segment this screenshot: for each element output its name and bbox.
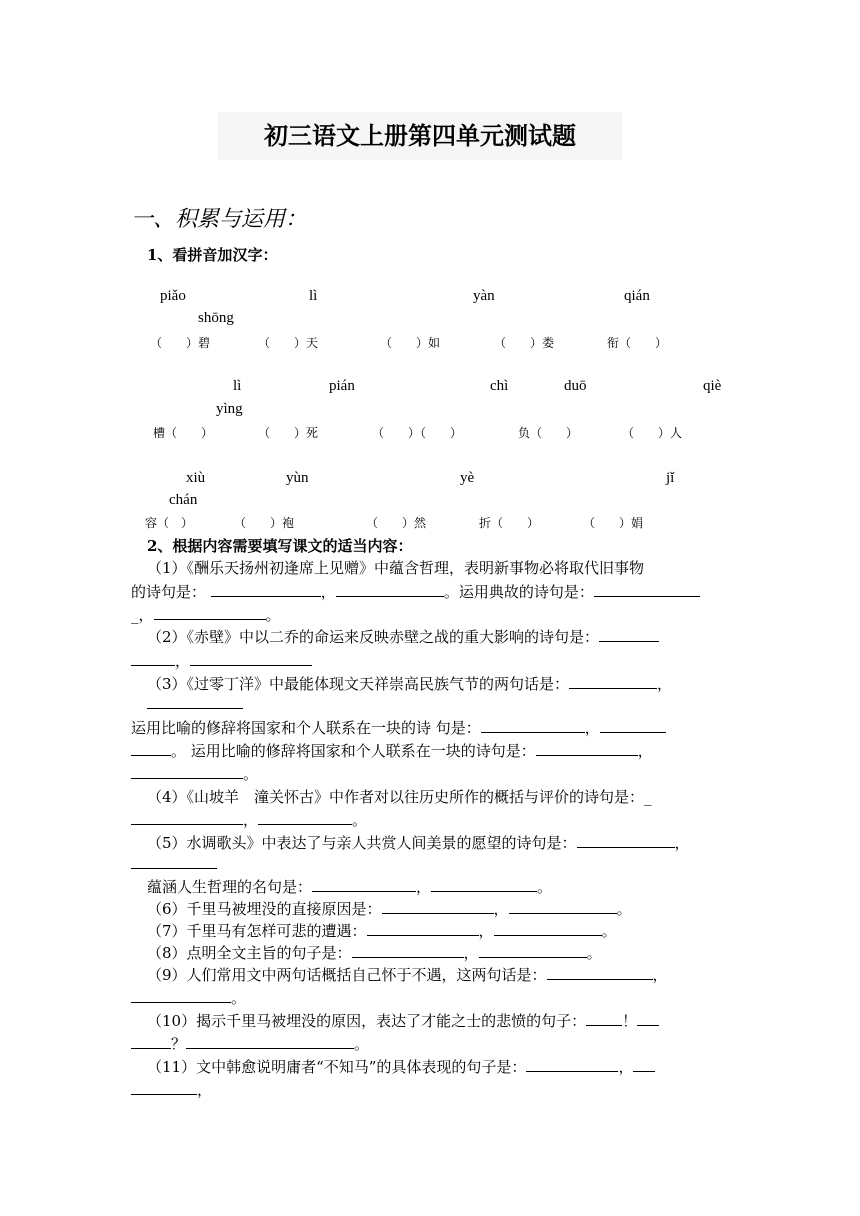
hanzi-blank[interactable]: 容（ ）	[145, 516, 194, 530]
fill-blank[interactable]	[131, 764, 243, 779]
hanzi-blank[interactable]: （ ）（ ）	[372, 426, 463, 440]
answer-line	[147, 694, 243, 713]
fill-blank[interactable]	[594, 582, 700, 597]
fill-blank[interactable]	[211, 582, 321, 597]
fill-blank[interactable]	[547, 965, 653, 980]
pinyin: qiè	[703, 378, 722, 394]
hanzi-blank[interactable]: （ ）如	[380, 336, 441, 350]
fill-blank[interactable]	[536, 741, 638, 756]
answer-line: （6）千里马被埋没的直接原因是： ， 。	[147, 900, 632, 918]
pinyin: pián	[329, 378, 355, 394]
pinyin: qián	[624, 288, 650, 304]
fill-blank[interactable]	[131, 988, 231, 1003]
fill-blank[interactable]	[599, 627, 659, 642]
answer-line: （3）《过零丁洋》中最能体现文天祥崇高民族气节的两句话是： ，	[147, 675, 673, 693]
q1-heading: 1、看拼音加汉字：	[147, 246, 278, 264]
answer-line: （9）人们常用文中两句话概括自己怀于不遇，这两句话是： ，	[147, 966, 668, 984]
pinyin: yè	[460, 470, 475, 486]
fill-blank[interactable]	[367, 921, 479, 936]
fill-blank[interactable]	[154, 605, 266, 620]
answer-line: 。	[131, 763, 258, 784]
hanzi-blank[interactable]: （ ）死	[258, 426, 319, 440]
pinyin: piǎo	[160, 288, 186, 304]
fill-blank[interactable]	[479, 943, 587, 958]
answer-line: （7）千里马有怎样可悲的遭遇： ， 。	[147, 922, 617, 940]
hanzi-blank[interactable]: 衔（ ）	[607, 336, 668, 350]
answer-line: （8）点明全文主旨的句子是： ， 。	[147, 944, 602, 962]
answer-line: ？ 。	[131, 1033, 369, 1054]
fill-blank[interactable]	[186, 1034, 354, 1049]
pinyin: yàn	[473, 288, 495, 304]
fill-blank[interactable]	[147, 694, 243, 709]
answer-line: （5）水调歌头》中表达了与亲人共赏人间美景的愿望的诗句是： ，	[147, 834, 690, 852]
hanzi-blank[interactable]: （ ）娟	[583, 516, 644, 530]
fill-blank[interactable]	[131, 651, 175, 666]
answer-line: _， 。	[131, 606, 281, 624]
pinyin: chì	[490, 378, 509, 394]
fill-blank[interactable]	[131, 810, 243, 825]
fill-blank[interactable]	[382, 899, 494, 914]
hanzi-blank[interactable]: （ ）碧	[150, 336, 211, 350]
answer-line: 。 运用比喻的修辞将国家和个人联系在一块的诗句是： ，	[131, 740, 653, 761]
answer-line: 的诗句是： ， 。运用典故的诗句是：	[131, 581, 700, 602]
hanzi-blank[interactable]: （ ）天	[258, 336, 319, 350]
fill-blank[interactable]	[336, 582, 444, 597]
hanzi-blank[interactable]: 槽（ ）	[153, 426, 214, 440]
answer-line: ，	[131, 1079, 212, 1100]
pinyin: duō	[564, 378, 587, 394]
answer-line: 蕴涵人生哲理的名句是： ， 。	[147, 878, 553, 896]
question-text: （1）《酬乐天扬州初逢席上见赠》中蕴含哲理，表明新事物必将取代旧事物	[147, 559, 645, 577]
answer-line: 。	[131, 987, 246, 1008]
hanzi-blank[interactable]: 折（ ）	[479, 516, 540, 530]
fill-blank[interactable]	[312, 877, 416, 892]
hanzi-blank[interactable]: （ ）然	[366, 516, 427, 530]
pinyin: yìng	[216, 401, 243, 417]
q2-heading: 2、根据内容需要填写课文的适当内容：	[147, 537, 413, 555]
answer-line: （11）文中韩愈说明庸者“不知马”的具体表现的句子是： ，	[147, 1056, 655, 1077]
fill-blank[interactable]	[633, 1057, 655, 1072]
fill-blank[interactable]	[526, 1057, 618, 1072]
pinyin: xiù	[186, 470, 206, 486]
fill-blank[interactable]	[431, 877, 537, 892]
pinyin: jǐ	[666, 470, 675, 486]
pinyin: lì	[309, 288, 318, 304]
fill-blank[interactable]	[600, 718, 666, 733]
answer-line: （10）揭示千里马被埋没的原因，表达了才能之士的悲愤的句子： ！	[147, 1010, 659, 1031]
answer-line	[131, 854, 217, 873]
pinyin: lì	[233, 378, 242, 394]
answer-line: ，	[131, 650, 312, 671]
fill-blank[interactable]	[352, 943, 464, 958]
fill-blank[interactable]	[577, 833, 675, 848]
fill-blank[interactable]	[258, 810, 352, 825]
fill-blank[interactable]	[637, 1011, 659, 1026]
hanzi-blank[interactable]: （ ）袍	[234, 516, 295, 530]
hanzi-blank[interactable]: （ ）人	[622, 426, 683, 440]
hanzi-blank[interactable]: 负（ ）	[518, 426, 579, 440]
fill-blank[interactable]	[569, 674, 657, 689]
fill-blank[interactable]	[586, 1011, 622, 1026]
answer-line: ， 。	[131, 809, 367, 830]
fill-blank[interactable]	[131, 854, 217, 869]
answer-line: （2）《赤壁》中以二乔的命运来反映赤壁之战的重大影响的诗句是：	[147, 626, 659, 647]
fill-blank[interactable]	[494, 921, 602, 936]
section-heading: 一、积累与运用：	[131, 207, 308, 232]
answer-line: 运用比喻的修辞将国家和个人联系在一块的诗 句是： ，	[131, 717, 666, 738]
fill-blank[interactable]	[481, 718, 585, 733]
fill-blank[interactable]	[509, 899, 617, 914]
pinyin: chán	[169, 492, 198, 508]
hanzi-blank[interactable]: （ ）娄	[494, 336, 555, 350]
fill-blank[interactable]	[131, 1080, 197, 1095]
document-title: 初三语文上册第四单元测试题	[218, 112, 622, 160]
pinyin: yùn	[286, 470, 309, 486]
fill-blank[interactable]	[131, 1034, 171, 1049]
pinyin: shōng	[198, 310, 234, 326]
fill-blank[interactable]	[190, 651, 312, 666]
answer-line: （4）《山坡羊 潼关怀古》中作者对以往历史所作的概括与评价的诗句是：_	[147, 788, 652, 806]
fill-blank[interactable]	[131, 741, 171, 756]
